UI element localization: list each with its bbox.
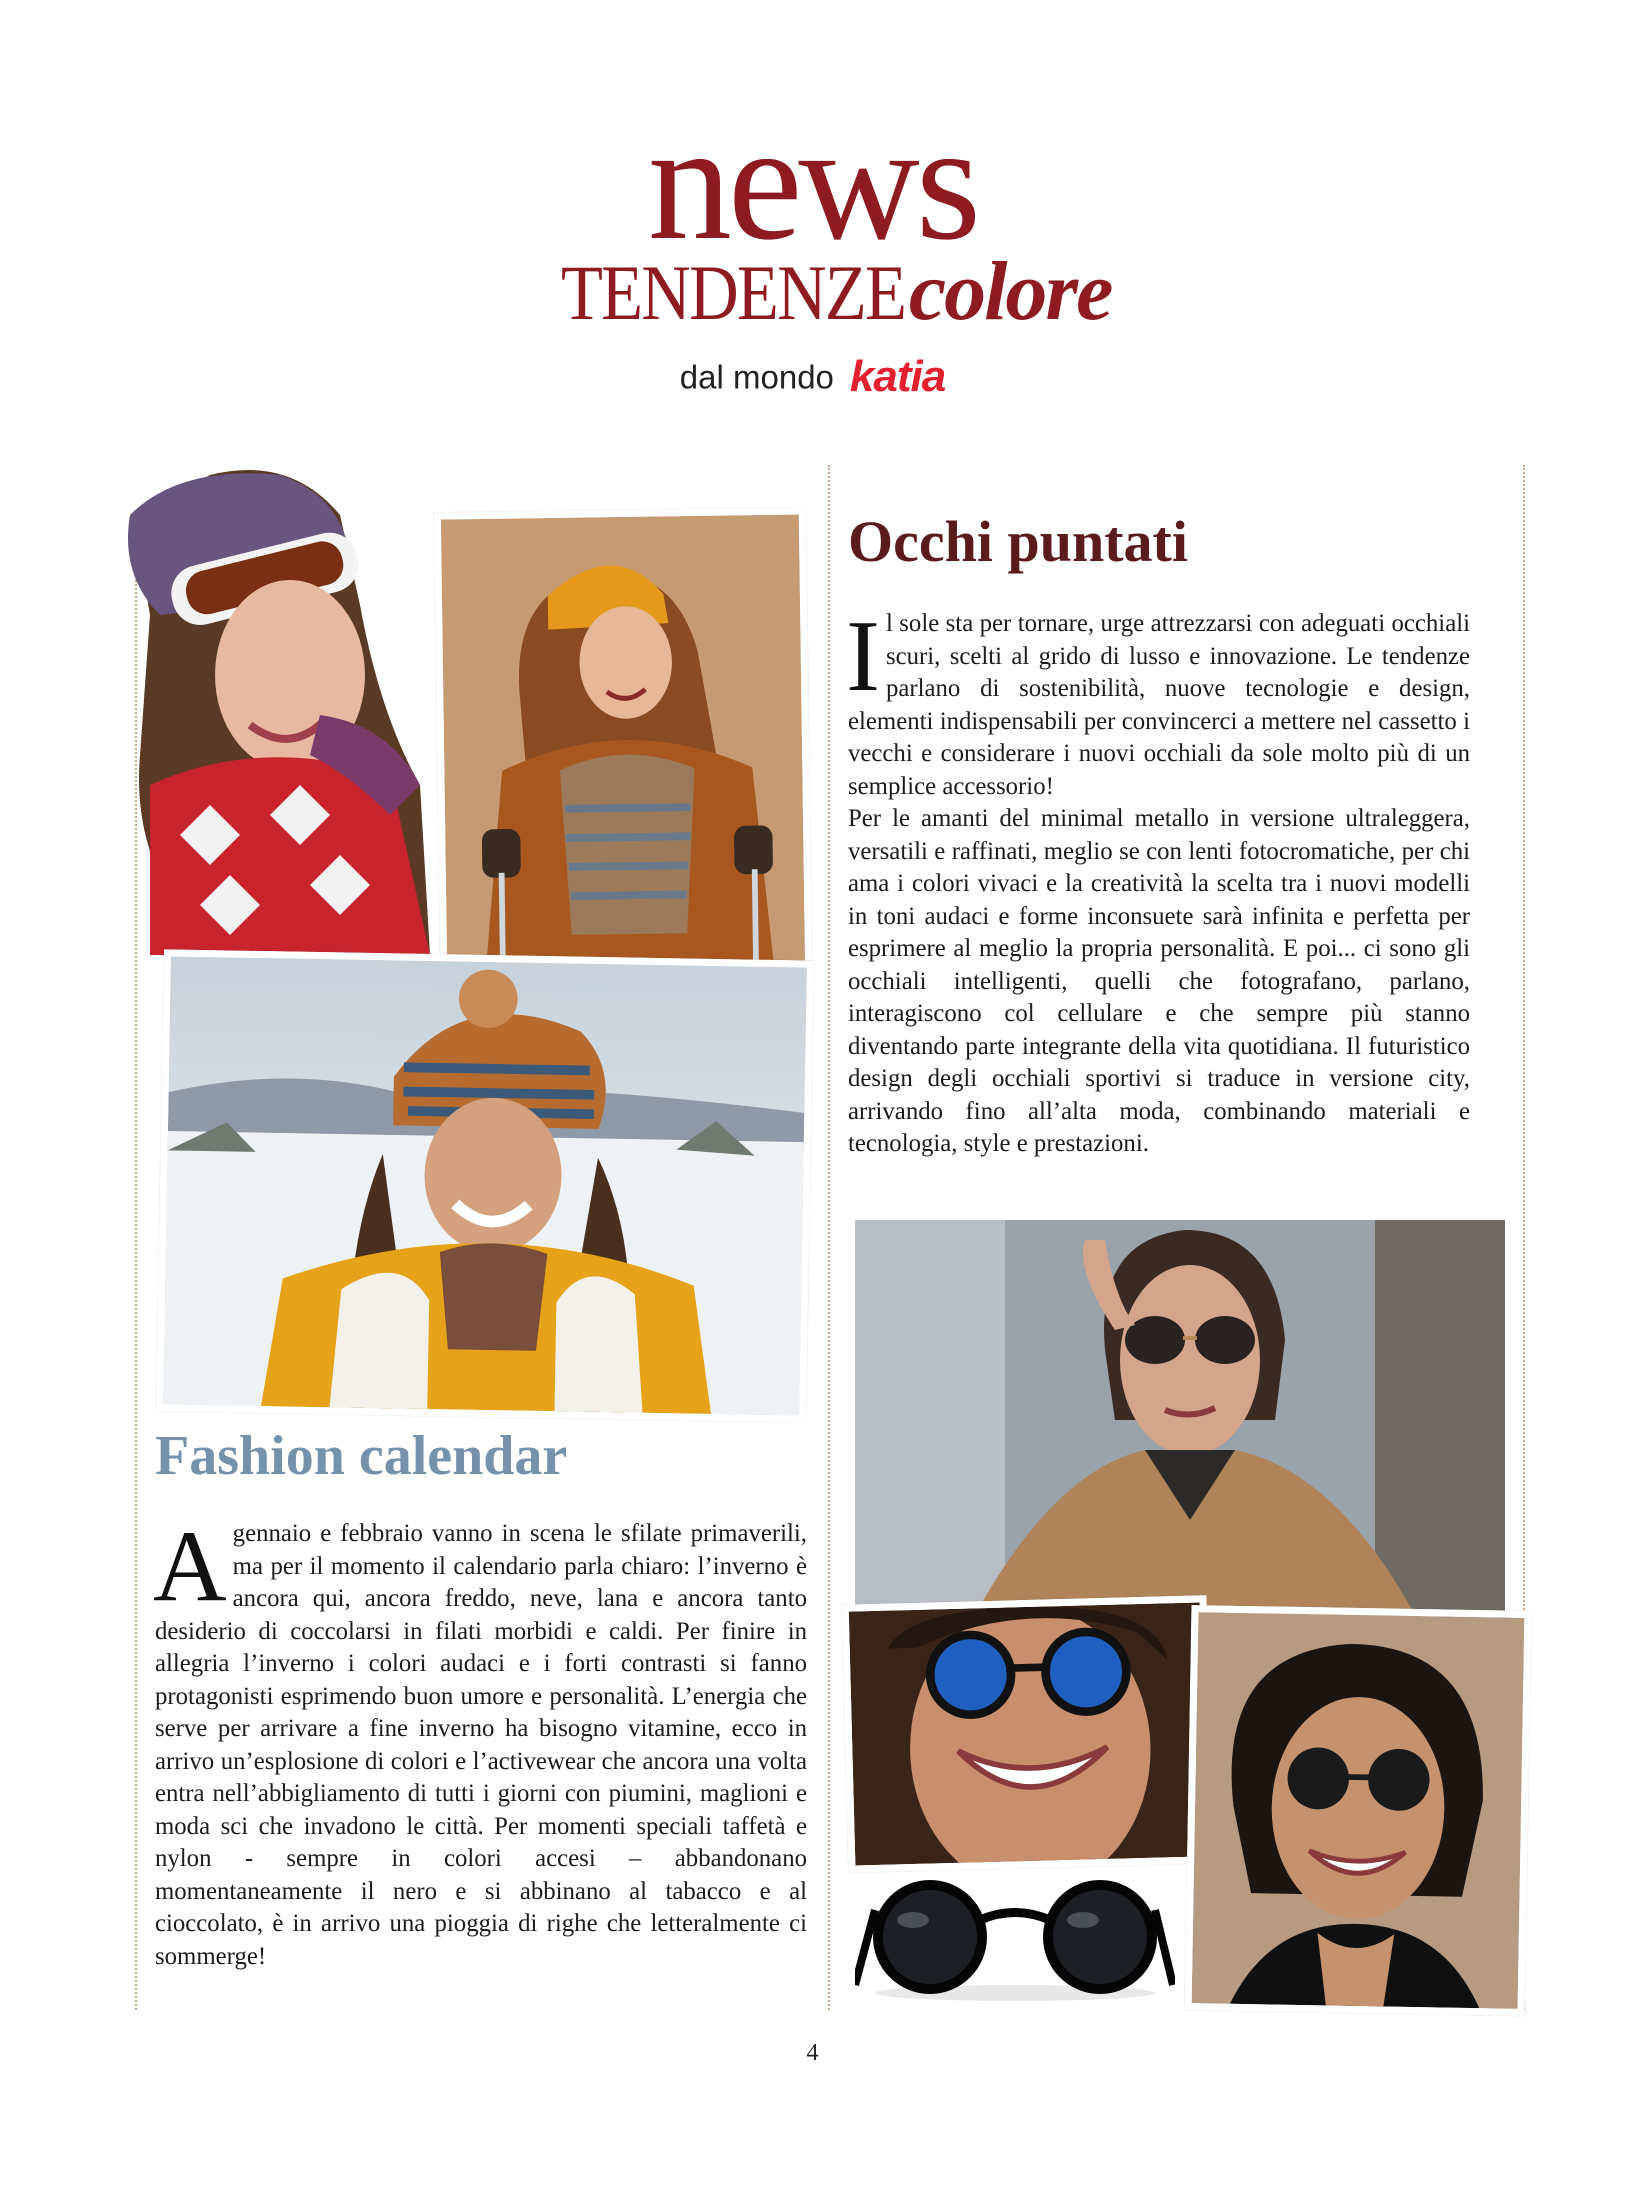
fashion-calendar-paragraph <box>153 1510 807 1973</box>
fashion-calendar-title: Fashion calendar <box>155 1425 568 1487</box>
photo-yellow-beanie-woman <box>434 507 812 980</box>
occhi-puntati-paragraph-2: Per le amanti del minimal metallo in versione ultraleggera, versatili e raffinati, meglio se con lenti fotocromatiche, per chi ama i colori vivaci e la creatività la scelta tra i nuovi modelli in toni audaci e forme inconsuete sarà infinita e perfetta per esprimere al meglio la propria personalità. E poi... ci sono gli occhiali intelligenti, quelli che fotografano, parlano, interagiscono col cellulare e che sempre più stanno diventando parte integrante della vita quotidiana. Il futuristico design degli occhiali sportivi si traduce in versione city, arrivando fino all’alta moda, combinando materiali e tecnologia, style e prestazioni. <box>848 805 1470 1157</box>
fashion-calendar-dropcap: A <box>153 1510 227 1623</box>
photo-blue-sunglasses-woman <box>842 1595 1214 1872</box>
photo-snow-woman <box>156 949 814 1422</box>
masthead-colore: colore <box>908 245 1112 338</box>
occhi-puntati-dropcap: I <box>846 600 880 713</box>
masthead-brand <box>0 352 1625 401</box>
page-number: 4 <box>806 2040 819 2066</box>
occhi-puntati-body-1: l sole sta per tornare, urge attrezzarsi con adeguati occhiali scuri, scelti al grido di lusso e innovazione. Le tendenze parlano di sostenibilità, nuove tecnologie e design, elementi indispensabili per convincerci a mettere nel cassetto i vecchi e considerare i nuovi occhiali da sole molto più di un semplice accessorio! <box>848 610 1470 800</box>
occhi-puntati-paragraph-1 <box>846 600 1470 803</box>
masthead-subtitle <box>0 245 1625 338</box>
photo-trench-sunglasses-woman <box>855 1220 1505 1615</box>
photo-round-sunglasses <box>855 1875 1175 2005</box>
dal-mondo-label: dal mondo <box>679 358 834 396</box>
occhi-puntati-title: Occhi puntati <box>848 509 1188 574</box>
masthead-news: news <box>647 89 978 275</box>
masthead-tendenze: TENDENZE <box>560 249 905 336</box>
fashion-calendar-article <box>153 1510 807 1973</box>
photo-ski-goggles-woman <box>90 455 430 955</box>
katia-logo: katia <box>849 352 946 401</box>
fashion-calendar-body: gennaio e febbraio vanno in scena le sfilate primaverili, ma per il momento il calendario parla chiaro: l’inverno è ancora qui, ancora freddo, neve, lana e ancora tanto desiderio di coccolarsi in filati morbidi e caldi. Per finire in allegria l’inverno i colori audaci e i forti contrasti si fanno protagonisti esprimendo buon umore e personalità. L’energia che serve per arrivare a fine inverno ha bisogno vitamine, ecco in arrivo un’esplosione di colori e l’activewear che ancora una volta entra nell’abbigliamento di tutti i giorni con piumini, maglioni e moda sci che invadono le città. Per momenti speciali taffetà e nylon - sempre in colori accesi – abbandonano momentaneamente il nero e si abbinano al tabacco e al cioccolato, è in arrivo una pioggia di righe che letteralmente ci sommerge! <box>155 1520 807 1970</box>
center-column-rule <box>828 465 830 2010</box>
photo-short-hair-woman <box>1184 1605 1531 2016</box>
occhi-puntati-article <box>846 600 1470 1161</box>
